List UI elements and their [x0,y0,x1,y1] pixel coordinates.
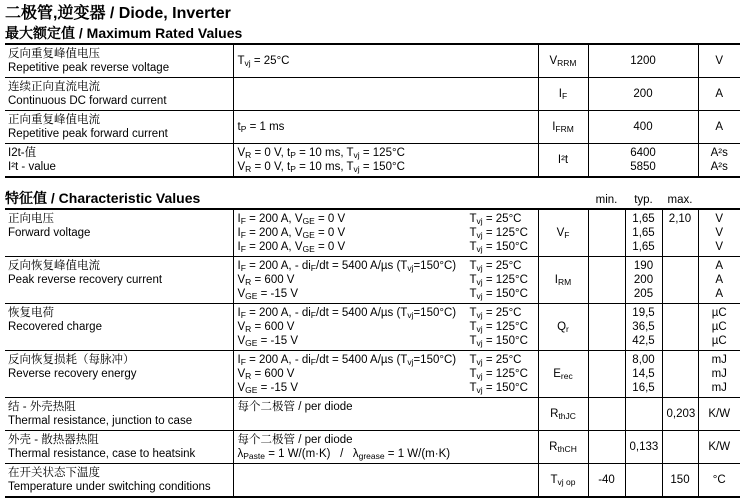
value-line: 2,10 [668,213,692,225]
symbol-text: I²t [557,154,569,166]
conditions-cell [233,431,538,464]
symbol-cell [538,431,588,464]
condition-text: $V_R = 600$ V [237,321,295,334]
max-cell [662,464,698,498]
unit-line: A [715,88,724,100]
unit-line: mJ [711,354,727,366]
param-name-cell [5,44,233,78]
temp-condition: $T_{vj} = 125^\circ C$ [469,227,528,240]
temp-condition: $T_{vj} = 25^\circ C$ [469,213,522,226]
condition-text: $V_R = 0$ V, $t_P = 10$ ms, $T_{vj} = 150^\circ C$ [237,161,405,174]
condition-text: $T_{vj} = 25^\circ C$ [237,55,290,68]
condition-text: $V_R = 600$ V [237,368,295,381]
value-line: 0,203 [666,408,696,420]
param-name-en: Thermal resistance, junction to case [8,415,193,427]
unit-line: V [715,213,724,225]
column-header-typ: typ. [634,194,653,206]
column-header-min: min. [595,194,618,206]
param-name-cn: 恢复电荷 [8,307,54,319]
min-cell [588,464,625,498]
param-name-cell [5,144,233,178]
temp-condition: $T_{vj} = 150^\circ C$ [469,288,528,301]
value-line: 200 [633,274,654,286]
temp-condition: $T_{vj} = 25^\circ C$ [469,354,522,367]
page-title: 二极管,逆变器 / Diode, Inverter [5,5,231,22]
unit-cell [698,78,740,111]
unit-line: A [715,260,724,272]
conditions-cell [233,351,538,398]
symbol-cell [538,44,588,78]
typ-cell [625,304,662,351]
value-line: 1,65 [632,227,655,239]
condition-text: $I_F = 200$ A, - $di_F/dt = 5400$ A/µs $(T_{vj}=150^\circ C)$ [237,354,457,367]
value-line: 205 [633,288,654,300]
param-name-cn: 连续正向直流电流 [8,81,100,93]
unit-line: µC [711,307,727,319]
section-header-max-rated [5,25,740,43]
value-cell [588,78,698,111]
temp-condition: $T_{vj} = 150^\circ C$ [469,335,528,348]
conditions-cell [233,257,538,304]
param-name-cn: I2t-值 [8,147,37,159]
min-cell [588,431,625,464]
conditions-cell [233,44,538,78]
condition-text: $I_F = 200$ A, - $di_F/dt = 5400$ A/µs $(T_{vj}=150^\circ C)$ [237,260,457,273]
condition-line [238,240,534,254]
value-line: 190 [633,260,654,272]
condition-text: $I_F = 200$ A, $V_{GE} = 0$ V [237,213,346,226]
symbol-cell [538,351,588,398]
param-name-cn: 正向电压 [8,213,54,225]
typ-cell [625,257,662,304]
condition-text: $V_R = 0$ V, $t_P = 10$ ms, $T_{vj} = 125^\circ C$ [237,147,405,160]
unit-cell [698,257,740,304]
temp-condition: $T_{vj} = 150^\circ C$ [469,241,528,254]
table-row [5,209,740,257]
max-cell [662,257,698,304]
symbol-text: $Q_r$ [557,321,569,334]
table-row [5,144,740,178]
symbol-cell [538,398,588,431]
param-name-cn: 反向恢复损耗（每脉冲） [8,354,135,366]
param-name-cn: 正向重复峰值电流 [8,114,100,126]
table-row [5,78,740,111]
param-name-en: Reverse recovery energy [8,368,137,380]
unit-line: °C [712,474,726,486]
max-cell [662,351,698,398]
condition-line [238,273,534,287]
condition-line [238,287,534,301]
conditions-cell [233,78,538,111]
table-row [5,431,740,464]
unit-line: mJ [711,368,727,380]
unit-cell [698,431,740,464]
unit-line: µC [711,321,727,333]
symbol-text: $V_F$ [556,227,570,240]
value-line: 16,5 [632,382,655,394]
param-name-cell [5,111,233,144]
temp-condition: $T_{vj} = 25^\circ C$ [469,307,522,320]
unit-cell [698,398,740,431]
condition-line [238,353,534,367]
param-name-cell [5,351,233,398]
value-line: 5850 [630,161,656,173]
unit-line: µC [711,335,727,347]
param-name-cn: 结 - 外壳热阻 [8,401,76,413]
typ-cell [625,431,662,464]
condition-text: 每个二极管 / per diode [237,434,353,446]
unit-line: A [715,121,724,133]
unit-cell [698,111,740,144]
conditions-cell [233,111,538,144]
param-name-en: Peak reverse recovery current [8,274,163,286]
min-cell [588,398,625,431]
param-name-en: Temperature under switching conditions [8,481,211,493]
param-name-cell [5,304,233,351]
unit-line: V [715,55,724,67]
unit-cell [698,304,740,351]
symbol-cell [538,464,588,498]
condition-text: $I_F = 200$ A, $V_{GE} = 0$ V [237,241,346,254]
symbol-cell [538,257,588,304]
param-name-cell [5,431,233,464]
symbol-cell [538,111,588,144]
condition-line [238,259,534,273]
conditions-cell [233,398,538,431]
param-name-en: Forward voltage [8,227,91,239]
table-row [5,111,740,144]
typ-cell [625,351,662,398]
table-row [5,257,740,304]
symbol-cell [538,304,588,351]
unit-line: A [715,274,724,286]
max-rated-table [5,43,740,178]
unit-line: mJ [711,382,727,394]
symbol-text: $I_F$ [558,88,568,101]
condition-line [238,212,534,226]
param-name-cell [5,209,233,257]
param-name-cn: 在开关状态下温度 [8,467,100,479]
value-cell [588,144,698,178]
param-name-en: Repetitive peak reverse voltage [8,62,170,74]
typ-cell [625,464,662,498]
temp-condition: $T_{vj} = 125^\circ C$ [469,274,528,287]
unit-line: K/W [708,441,731,453]
min-cell [588,304,625,351]
unit-line: K/W [708,408,731,420]
condition-text: $V_{GE} = -15$ V [237,288,299,301]
unit-line: A²s [710,147,728,159]
unit-cell [698,144,740,178]
value-cell [588,111,698,144]
param-name-en: Repetitive peak forward current [8,128,168,140]
table-row [5,304,740,351]
value-line: 42,5 [632,335,655,347]
symbol-text: $T_{vj op}$ [550,474,576,487]
temp-condition: $T_{vj} = 150^\circ C$ [469,382,528,395]
param-name-cn: 外壳 - 散热器热阻 [8,434,99,446]
conditions-cell [233,144,538,178]
temp-condition: $T_{vj} = 25^\circ C$ [469,260,522,273]
symbol-text: $R_{thCH}$ [549,441,577,454]
unit-line: V [715,227,724,239]
param-name-cn: 反向重复峰值电压 [8,48,100,60]
min-cell [588,257,625,304]
section-title-max-rated: 最大额定值 / Maximum Rated Values [5,25,243,41]
symbol-text: $E_{rec}$ [553,368,573,381]
unit-line: A [715,288,724,300]
value-line: 8,00 [632,354,655,366]
condition-text: $I_F = 200$ A, $V_{GE} = 0$ V [237,227,346,240]
param-name-cn: 反向恢复峰值电流 [8,260,100,272]
param-name-en: Thermal resistance, case to heatsink [8,448,196,460]
unit-cell [698,464,740,498]
conditions-cell [233,464,538,498]
condition-line [238,320,534,334]
value-line: 14,5 [632,368,655,380]
value-line: 36,5 [632,321,655,333]
typ-cell [625,398,662,431]
unit-line: A²s [710,161,728,173]
value-line: 19,5 [632,307,655,319]
condition-text: $t_P = 1$ ms [237,121,285,134]
table-row [5,464,740,498]
symbol-text: $V_{RRM}$ [549,55,577,68]
max-cell [662,431,698,464]
condition-text: $V_{GE} = -15$ V [237,335,299,348]
column-header-max: max. [667,194,693,206]
value-line: 150 [670,474,690,486]
unit-line: V [715,241,724,253]
unit-cell [698,44,740,78]
value-line: 1,65 [632,213,655,225]
condition-line [238,334,534,348]
conditions-cell [233,304,538,351]
value-line: 200 [633,88,653,100]
typ-cell [625,209,662,257]
value-line: 1200 [630,55,656,67]
section-header-characteristic [5,190,740,207]
param-name-cell [5,78,233,111]
unit-cell [698,209,740,257]
symbol-cell [538,78,588,111]
param-name-cell [5,464,233,498]
value-line: -40 [598,474,615,486]
condition-text: $\lambda_{Paste} = 1$ $W/(m\cdot K) / \lambda_{grease} = 1$ W/(m·K) [237,448,451,461]
symbol-cell [538,209,588,257]
table-row [5,398,740,431]
condition-text: $V_{GE} = -15$ V [237,382,299,395]
conditions-cell [233,209,538,257]
characteristic-table [5,208,740,498]
temp-condition: $T_{vj} = 125^\circ C$ [469,368,528,381]
symbol-text: $I_{RM}$ [554,274,572,287]
param-name-en: I²t - value [8,161,56,173]
symbol-cell [538,144,588,178]
min-cell [588,351,625,398]
max-cell [662,304,698,351]
param-name-cell [5,398,233,431]
table-row [5,351,740,398]
param-name-cell [5,257,233,304]
param-name-en: Recovered charge [8,321,102,333]
condition-line [238,226,534,240]
value-line: 6400 [630,147,656,159]
min-cell [588,209,625,257]
condition-text: 每个二极管 / per diode [237,401,353,413]
condition-line [238,367,534,381]
value-line: 0,133 [629,441,659,453]
symbol-text: $I_{FRM}$ [552,121,574,134]
condition-line [238,381,534,395]
value-line: 400 [633,121,653,133]
value-line: 1,65 [632,241,655,253]
table-row [5,44,740,78]
value-cell [588,44,698,78]
max-cell [662,209,698,257]
temp-condition: $T_{vj} = 125^\circ C$ [469,321,528,334]
unit-cell [698,351,740,398]
condition-text: $V_R = 600$ V [237,274,295,287]
param-name-en: Continuous DC forward current [8,95,167,107]
condition-line [238,306,534,320]
symbol-text: $R_{thJC}$ [550,408,576,421]
condition-text: $I_F = 200$ A, - $di_F/dt = 5400$ A/µs $(T_{vj}=150^\circ C)$ [237,307,457,320]
max-cell [662,398,698,431]
section-title-characteristic: 特征值 / Characteristic Values [5,190,201,206]
